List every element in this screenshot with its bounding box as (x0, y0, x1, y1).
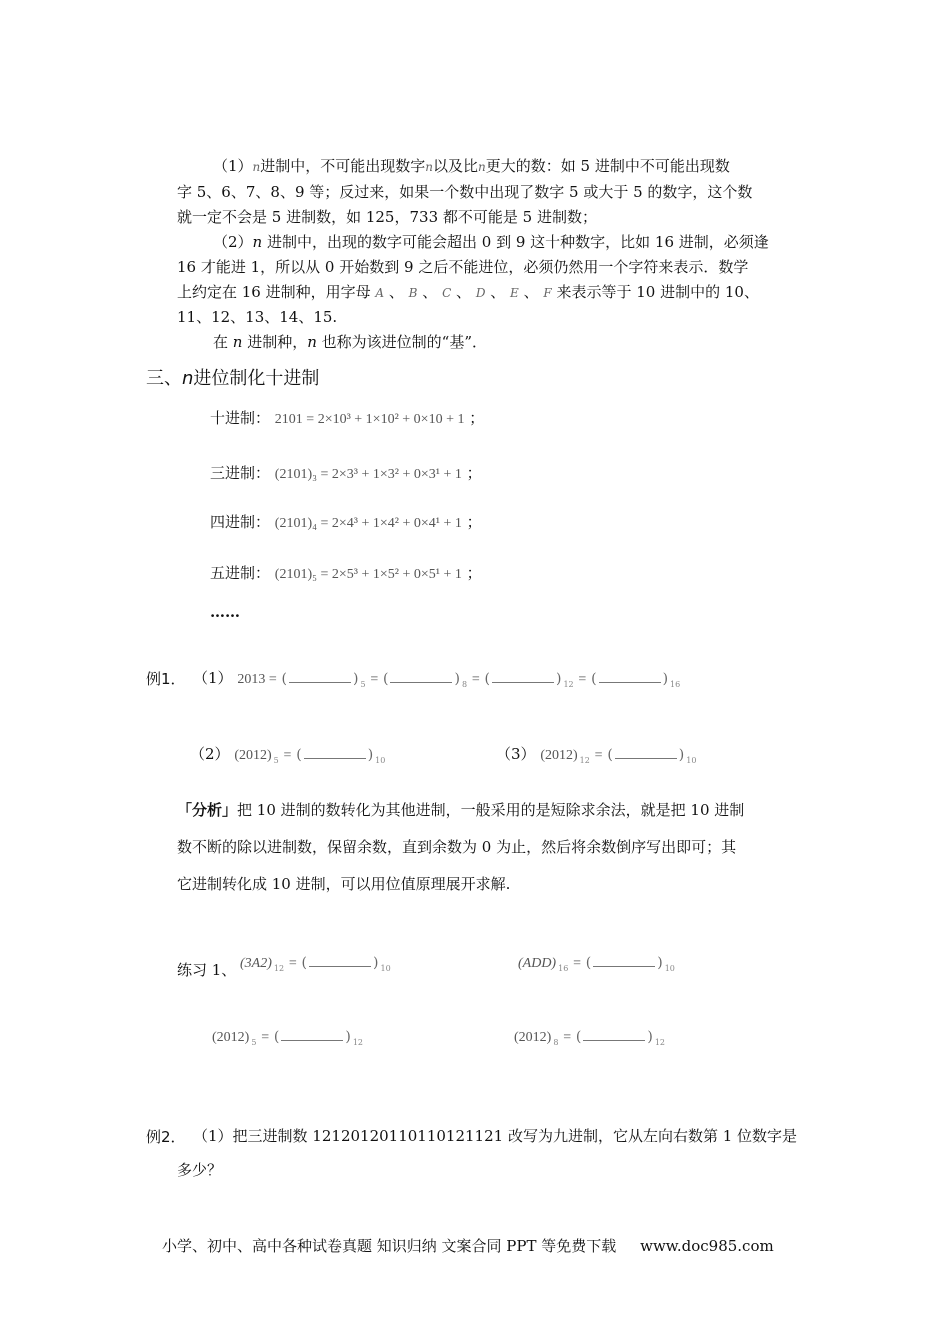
practice-expr: (3A2) (240, 956, 272, 971)
close-paren: ) (678, 747, 685, 763)
ellipsis: …… (210, 603, 240, 621)
equals-sign: = (261, 1030, 270, 1045)
intro-p3-a: 在 (213, 333, 233, 351)
practice1-item (240, 950, 391, 981)
example1-part1 (193, 666, 680, 697)
footer (162, 1234, 774, 1258)
answer-blank[interactable] (309, 956, 371, 967)
separator: 、 (388, 283, 404, 301)
practice-expr: (2012) (212, 1030, 250, 1045)
intro-p1-var-n1: n (252, 160, 261, 174)
analysis-line2: 数不断的除以进制数，保留余数，直到余数为 0 为止，然后将余数倒序写出即可；其 (177, 838, 737, 856)
answer-blank[interactable] (583, 1030, 645, 1041)
example1-part2 (190, 742, 385, 773)
intro-p2-num: （2） (213, 233, 253, 251)
intro-p1-text-d: 更大的数：如 5 进制中不可能出现数 (485, 157, 730, 175)
expansion-end: ； (466, 564, 482, 582)
base-subscript: 8 (553, 1038, 559, 1047)
close-paren: ) (454, 671, 460, 687)
base-subscript: 12 (273, 964, 285, 973)
intro-p1-num: （1） (213, 157, 253, 175)
intro-p2-line1 (213, 230, 769, 254)
base-subscript: 12 (352, 1038, 364, 1047)
answer-blank[interactable] (281, 1030, 343, 1041)
separator: 、 (490, 283, 506, 301)
base-subscript: 12 (563, 680, 574, 689)
open-paren: ( (591, 671, 597, 687)
example1-part3-expr: (2012) (540, 748, 578, 763)
open-paren: ( (484, 671, 490, 687)
expansion-formula: (2101)₃ = 2×3³ + 1×3² + 0×3¹ + 1 (274, 467, 462, 482)
close-paren: ) (373, 955, 379, 971)
open-paren: ( (301, 955, 308, 971)
practice-expr: (ADD) (518, 956, 557, 971)
example1-part1-num: （1） (193, 669, 233, 687)
base-subscript: 10 (664, 964, 675, 973)
section-var-n: n (182, 368, 194, 389)
expansion-row (210, 461, 482, 487)
close-paren: ) (647, 1029, 653, 1045)
example1-part1-lead: 2013 = (237, 672, 277, 687)
expansion-formula: (2101)₄ = 2×4³ + 1×4² + 0×4¹ + 1 (274, 516, 462, 531)
expansion-label: 三进制： (210, 464, 271, 482)
separator: 、 (456, 283, 472, 301)
intro-p1-text-b: 进制中，不可能出现数字 (260, 157, 426, 175)
expansion-end: ； (469, 409, 485, 427)
answer-blank[interactable] (390, 672, 452, 683)
example2-label: 例2． (146, 1128, 186, 1146)
base-subscript: 5 (251, 1038, 257, 1047)
practice1-label: 练习 1、 (177, 961, 237, 979)
practice1-item (514, 1024, 665, 1055)
equals-sign: = (370, 672, 379, 687)
open-paren: ( (607, 747, 613, 763)
example1-part3 (496, 742, 696, 773)
close-paren: ) (555, 671, 562, 687)
expansion-label: 五进制： (210, 564, 271, 582)
base-subscript: 10 (380, 964, 391, 973)
intro-p2-line4: 11、12、13、14、15. (177, 308, 338, 326)
expansion-row (210, 561, 482, 587)
intro-p3-var-n1: n (232, 333, 243, 351)
close-paren: ) (662, 671, 669, 687)
analysis-label: 「分析」 (177, 801, 238, 819)
letter-d: D (475, 286, 486, 300)
footer-url[interactable]: www.doc985.com (640, 1237, 774, 1255)
answer-blank[interactable] (492, 672, 554, 683)
expansion-row (210, 510, 482, 536)
base-subscript: 5 (360, 680, 366, 689)
close-paren: ) (367, 747, 374, 763)
intro-p3-var-n2: n (307, 333, 317, 351)
equals-sign: = (594, 748, 603, 763)
answer-blank[interactable] (599, 672, 661, 683)
base-subscript: 8 (461, 680, 468, 689)
separator: 、 (422, 283, 438, 301)
example1-label: 例1． (146, 670, 186, 688)
equals-sign: = (471, 672, 480, 687)
base-subscript: 5 (273, 756, 279, 765)
answer-blank[interactable] (593, 956, 655, 967)
letter-f: F (543, 286, 552, 300)
open-paren: ( (281, 671, 287, 687)
analysis-line3: 它进制转化成 10 进制，可以用位值原理展开求解. (177, 875, 511, 893)
expansion-row (210, 406, 484, 432)
close-paren: ) (657, 955, 663, 971)
intro-p1-line3: 就一定不会是 5 进制数，如 125，733 都不可能是 5 进制数； (177, 208, 597, 226)
intro-p3-c: 也称为该进位制的“基”． (316, 333, 488, 351)
intro-p1-var-n2: n (425, 160, 434, 174)
base-subscript: 16 (558, 964, 569, 973)
letter-b: B (408, 286, 418, 300)
letter-c: C (442, 286, 452, 300)
intro-p3-b: 进制种， (242, 333, 308, 351)
section-heading (146, 364, 319, 390)
section-title: 进位制化十进制 (193, 368, 320, 389)
equals-sign: = (283, 748, 292, 763)
example1-part2-num: （2） (190, 745, 230, 763)
answer-blank[interactable] (615, 748, 677, 759)
letter-a: A (375, 286, 385, 300)
intro-p2-var-n: n (252, 233, 263, 251)
equals-sign: = (563, 1030, 572, 1045)
expansion-end: ； (466, 513, 482, 531)
intro-p1-var-n3: n (478, 160, 486, 174)
answer-blank[interactable] (304, 748, 366, 759)
open-paren: ( (296, 747, 302, 763)
base-subscript: 12 (654, 1038, 666, 1047)
open-paren: ( (575, 1029, 582, 1045)
base-subscript: 16 (670, 680, 681, 689)
example1-part3-num: （3） (496, 745, 536, 763)
intro-p1-line2: 字 5、6、7、8、9 等；反过来，如果一个数中出现了数字 5 或大于 5 的数字，这个数 (177, 183, 753, 201)
intro-p2-line3-b: 来表示等于 10 进制中的 10、 (556, 283, 759, 301)
intro-p2-line3 (177, 280, 759, 305)
open-paren: ( (273, 1029, 280, 1045)
equals-sign: = (578, 672, 587, 687)
intro-p1-line1 (213, 154, 730, 179)
expansion-label: 四进制： (210, 513, 271, 531)
expansion-end: ； (466, 464, 482, 482)
example2-line1: （1）把三进制数 12120120110110121121 改写为九进制，它从左向右数第 1 位数字是 (193, 1127, 798, 1145)
intro-p2-line3-a: 上约定在 16 进制种，用字母 (177, 283, 371, 301)
open-paren: ( (585, 955, 592, 971)
letter-e: E (510, 286, 519, 300)
intro-p2-text: 进制中，出现的数字可能会超出 0 到 9 这十种数字，比如 16 进制，必须逢 (262, 233, 769, 251)
section-prefix: 三、 (146, 368, 182, 389)
footer-text: 小学、初中、高中各种试卷真题 知识归纳 文案合同 PPT 等免费下载 (162, 1237, 617, 1255)
example1-part2-expr: (2012) (234, 748, 272, 763)
analysis-line1 (177, 798, 744, 822)
example2-line2: 多少？ (177, 1161, 223, 1179)
base-subscript: 12 (579, 756, 590, 765)
base-subscript: 10 (686, 756, 697, 765)
practice1-item (212, 1024, 363, 1055)
expansion-formula: (2101)₅ = 2×5³ + 1×5² + 0×5¹ + 1 (274, 567, 462, 582)
expansion-formula: 2101 = 2×10³ + 1×10² + 0×10 + 1 (274, 412, 465, 427)
close-paren: ) (352, 671, 359, 687)
practice-expr: (2012) (514, 1030, 552, 1045)
analysis-text: 把 10 进制的数转化为其他进制，一般采用的是短除求余法，就是把 10 进制 (237, 801, 745, 819)
base-subscript: 10 (375, 756, 386, 765)
separator: 、 (523, 283, 539, 301)
answer-blank[interactable] (289, 672, 351, 683)
equals-sign: = (288, 956, 297, 971)
close-paren: ) (345, 1029, 351, 1045)
open-paren: ( (383, 671, 389, 687)
intro-p2-line2: 16 才能进 1，所以从 0 开始数到 9 之后不能进位，必须仍然用一个字符来表示．数学 (177, 258, 749, 276)
intro-p1-text-c: 以及比 (433, 157, 479, 175)
expansion-label: 十进制： (210, 409, 271, 427)
intro-p3 (213, 330, 487, 354)
equals-sign: = (573, 956, 581, 971)
practice1-item (518, 950, 675, 981)
